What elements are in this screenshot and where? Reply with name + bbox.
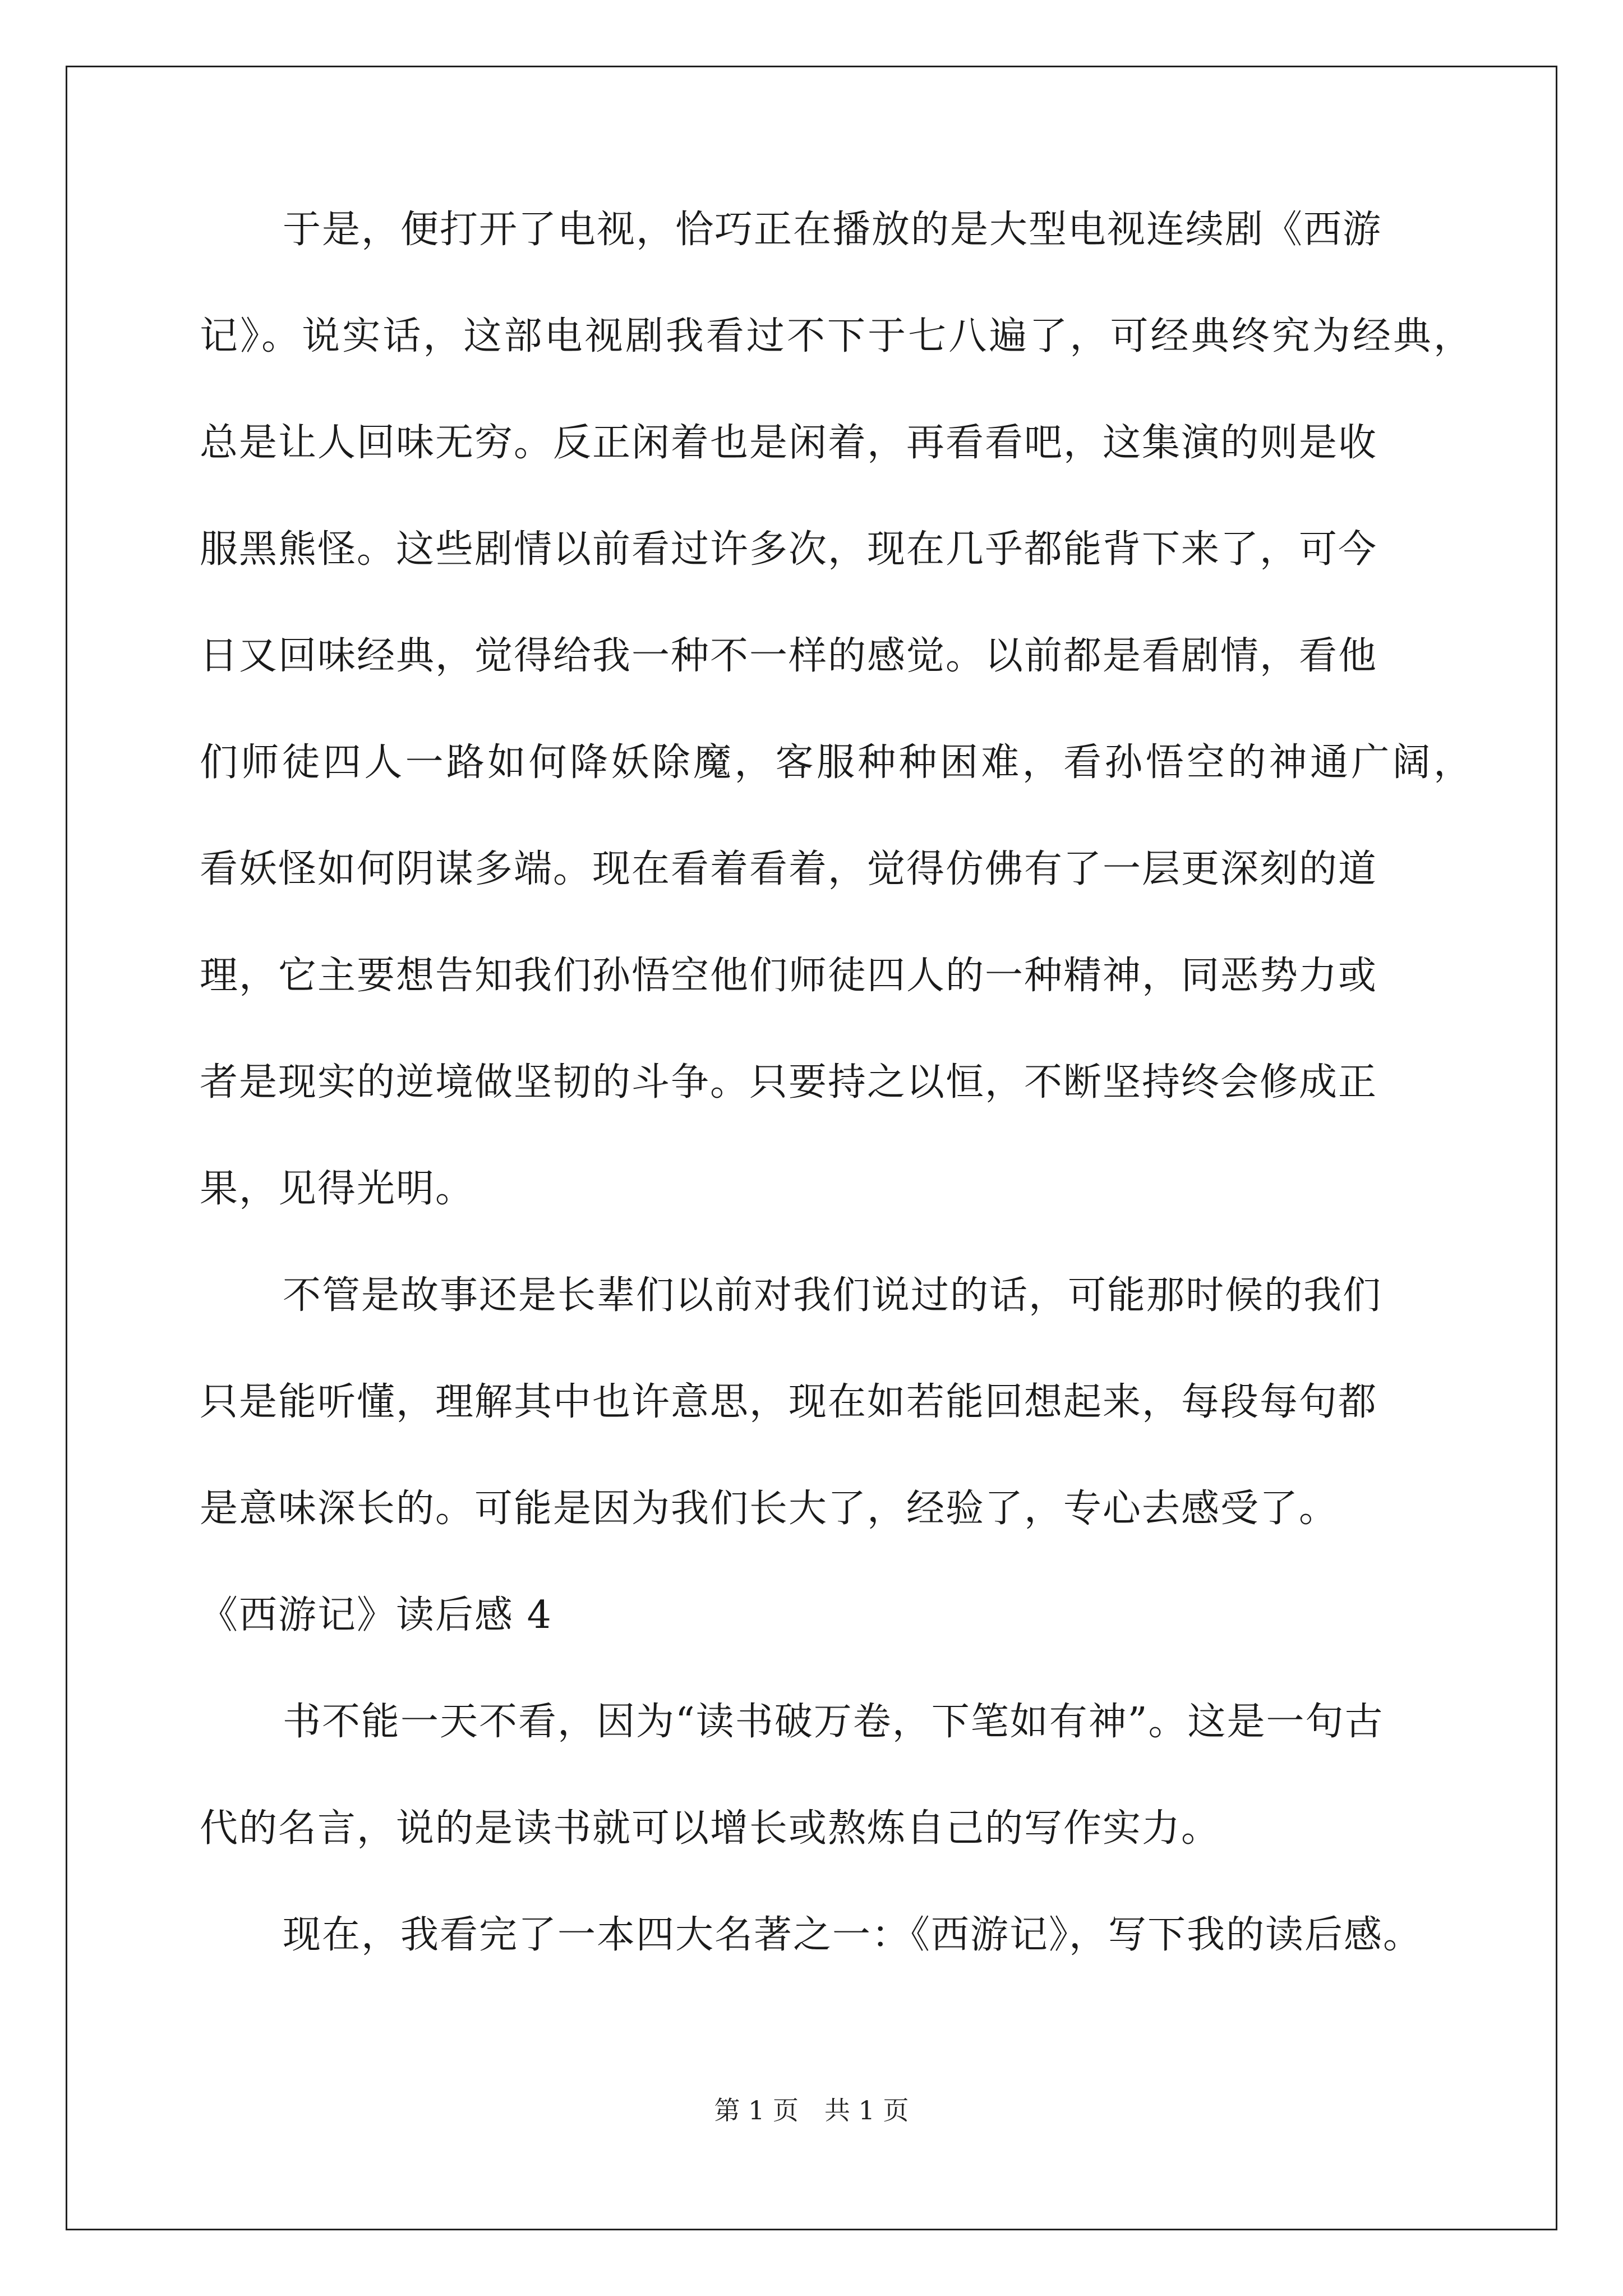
page-border	[66, 66, 1557, 2230]
paragraph-1-line-3: 总是让人回味无穷。反正闲着也是闲着，再看看吧，这集演的则是收	[200, 421, 1378, 465]
section-title: 《西游记》读后感 4	[200, 1593, 552, 1637]
paragraph-2-line-1: 不管是故事还是长辈们以前对我们说过的话，可能那时候的我们	[283, 1273, 1382, 1318]
paragraph-1-line-10: 果，见得光明。	[200, 1167, 475, 1211]
paragraph-3-line-2: 代的名言，说的是读书就可以增长或熬炼自己的写作实力。	[200, 1806, 1221, 1851]
paragraph-1-line-7: 看妖怪如何阴谋多端。现在看着看着，觉得仿佛有了一层更深刻的道	[200, 847, 1378, 891]
paragraph-1-line-8: 理，它主要想告知我们孙悟空他们师徒四人的一种精神，同恶势力或	[200, 954, 1378, 998]
paragraph-1-line-5: 日又回味经典，觉得给我一种不一样的感觉。以前都是看剧情，看他	[200, 634, 1378, 678]
paragraph-3-line-1: 书不能一天不看，因为“读书破万卷，下笔如有神”。这是一句古	[283, 1700, 1384, 1744]
paragraph-1-line-9: 者是现实的逆境做坚韧的斗争。只要持之以恒，不断坚持终会修成正	[200, 1060, 1378, 1105]
paragraph-1-line-4: 服黑熊怪。这些剧情以前看过许多次，现在几乎都能背下来了，可今	[200, 527, 1378, 572]
paragraph-2-line-3: 是意味深长的。可能是因为我们长大了，经验了，专心去感受了。	[200, 1487, 1339, 1531]
paragraph-1-line-1: 于是，便打开了电视，恰巧正在播放的是大型电视连续剧《西游	[283, 208, 1382, 252]
paragraph-2-line-2: 只是能听懂，理解其中也许意思，现在如若能回想起来，每段每句都	[200, 1380, 1378, 1424]
paragraph-4-line-1: 现在，我看完了一本四大名著之一：《西游记》，写下我的读后感。	[283, 1913, 1423, 1957]
paragraph-1-line-6: 们师徒四人一路如何降妖除魔，客服种种困难，看孙悟空的神通广阔，	[200, 740, 1473, 785]
paragraph-1-line-2: 记》。说实话，这部电视剧我看过不下于七八遍了，可经典终究为经典，	[200, 314, 1473, 358]
page-footer: 第 1 页 共 1 页	[714, 2095, 909, 2125]
